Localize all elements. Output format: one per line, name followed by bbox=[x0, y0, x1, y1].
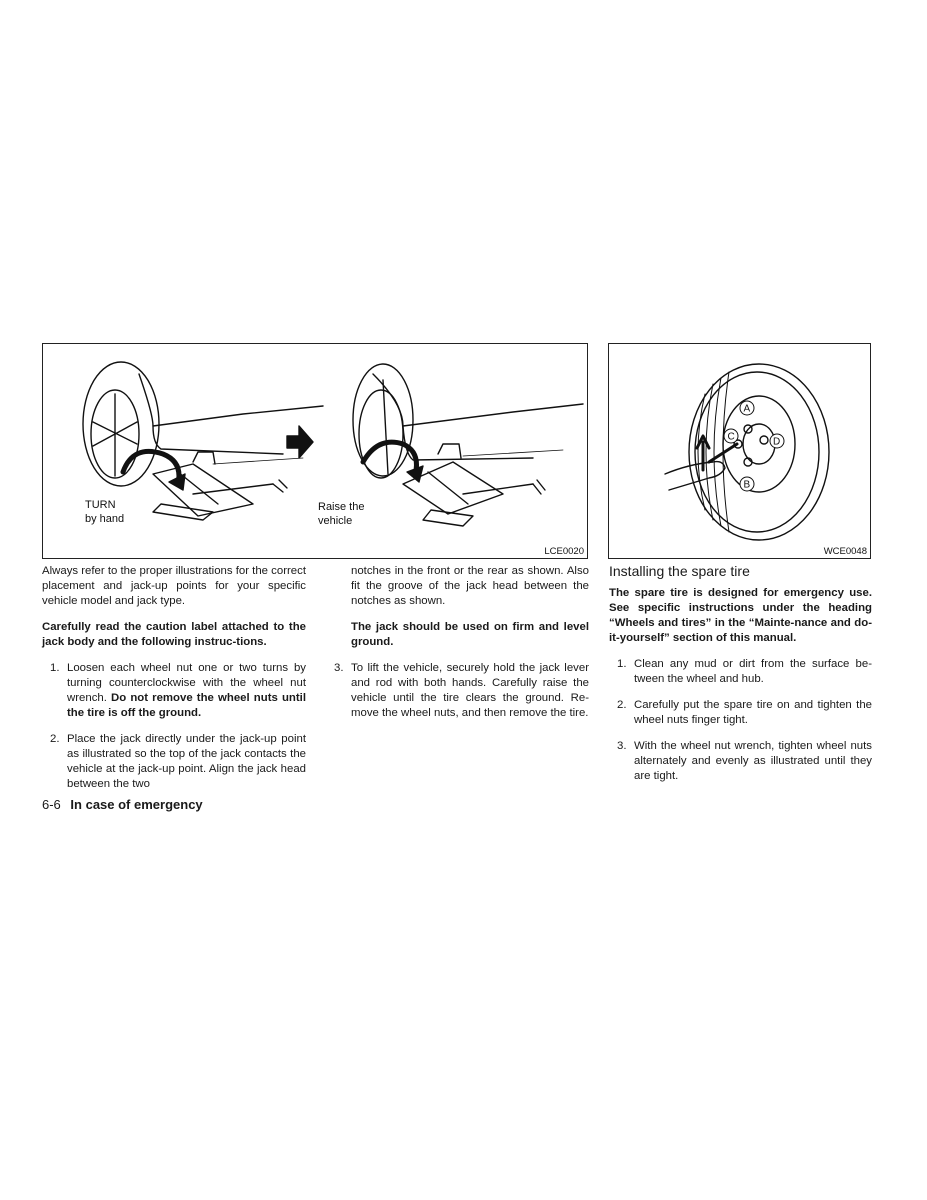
section-title: In case of emergency bbox=[70, 797, 203, 812]
letter-b: B bbox=[743, 479, 751, 491]
step-text: Place the jack directly under the jack-up point as illustrated so the top of the jack contacts the vehicle at the jack-up point. Align the jack head between the two bbox=[67, 733, 306, 790]
step-number: 2. bbox=[50, 733, 60, 745]
list-item bbox=[326, 661, 589, 721]
list-item bbox=[42, 661, 306, 721]
column-1 bbox=[42, 564, 306, 803]
step-number: 1. bbox=[50, 662, 60, 674]
step-number: 3. bbox=[617, 740, 627, 752]
step-number: 3. bbox=[334, 662, 344, 674]
list-item bbox=[42, 732, 306, 792]
jack-drawing bbox=[43, 344, 587, 558]
figure-code: LCE0020 bbox=[544, 546, 584, 557]
step-text: Loosen each wheel nut one or two turns by turning counterclockwise with the wheel nut wrench. bbox=[67, 662, 306, 704]
step-bold-text: Do not remove the wheel nuts until the tire is off the ground. bbox=[67, 692, 306, 719]
list-item bbox=[609, 739, 872, 784]
step-text: With the wheel nut wrench, tighten wheel nuts alternately and evenly as illustrated until they are tight. bbox=[634, 740, 872, 782]
letter-d: D bbox=[773, 436, 781, 448]
step-text: To lift the vehicle, securely hold the jack lever and rod with both hands. Carefully raise the vehicle until the tire clears the ground. Re-move the wheel nuts, and then remove the tire. bbox=[351, 662, 589, 719]
figure-code: WCE0048 bbox=[823, 546, 867, 557]
firm-ground-warning: The jack should be used on firm and level ground. bbox=[351, 621, 589, 648]
continued-paragraph: notches in the front or the rear as shown. Also fit the groove of the jack head between the notches as shown. bbox=[351, 565, 589, 607]
section-heading: Installing the spare tire bbox=[609, 563, 750, 579]
column-2 bbox=[326, 564, 589, 732]
turn-label-line1: TURN bbox=[85, 499, 116, 511]
list-item bbox=[609, 657, 872, 687]
raise-label-line1: Raise the bbox=[318, 501, 365, 513]
step-text: Carefully put the spare tire on and tighten the wheel nuts finger tight. bbox=[634, 699, 872, 726]
letter-a: A bbox=[743, 403, 751, 415]
jack-illustration bbox=[42, 343, 588, 559]
turn-label-line2: by hand bbox=[85, 513, 125, 525]
spare-tire-drawing bbox=[609, 344, 870, 558]
turn-by-hand-label bbox=[85, 498, 124, 526]
step-number: 1. bbox=[617, 658, 627, 670]
step-text: Clean any mud or dirt from the surface be-tween the wheel and hub. bbox=[634, 658, 872, 685]
raise-label-line2: vehicle bbox=[318, 515, 353, 527]
intro-paragraph: Always refer to the proper illustrations for the correct placement and jack-up points for your specific vehicle model and jack type. bbox=[42, 565, 306, 607]
letter-c: C bbox=[727, 431, 735, 443]
caution-paragraph: Carefully read the caution label attached to the jack body and the following instruc-tions. bbox=[42, 621, 306, 648]
page-number: 6-6 bbox=[42, 797, 61, 812]
page-footer bbox=[42, 797, 203, 812]
spare-tire-notice: The spare tire is designed for emergency use. See specific instructions under the heading “Wheels and tires” in the “Mainte-nance and do-it-yourself” section of this manual. bbox=[609, 587, 872, 644]
raise-vehicle-label bbox=[318, 500, 364, 528]
list-item bbox=[609, 698, 872, 728]
step-number: 2. bbox=[617, 699, 627, 711]
spare-tire-illustration bbox=[608, 343, 871, 559]
column-3 bbox=[609, 564, 872, 795]
